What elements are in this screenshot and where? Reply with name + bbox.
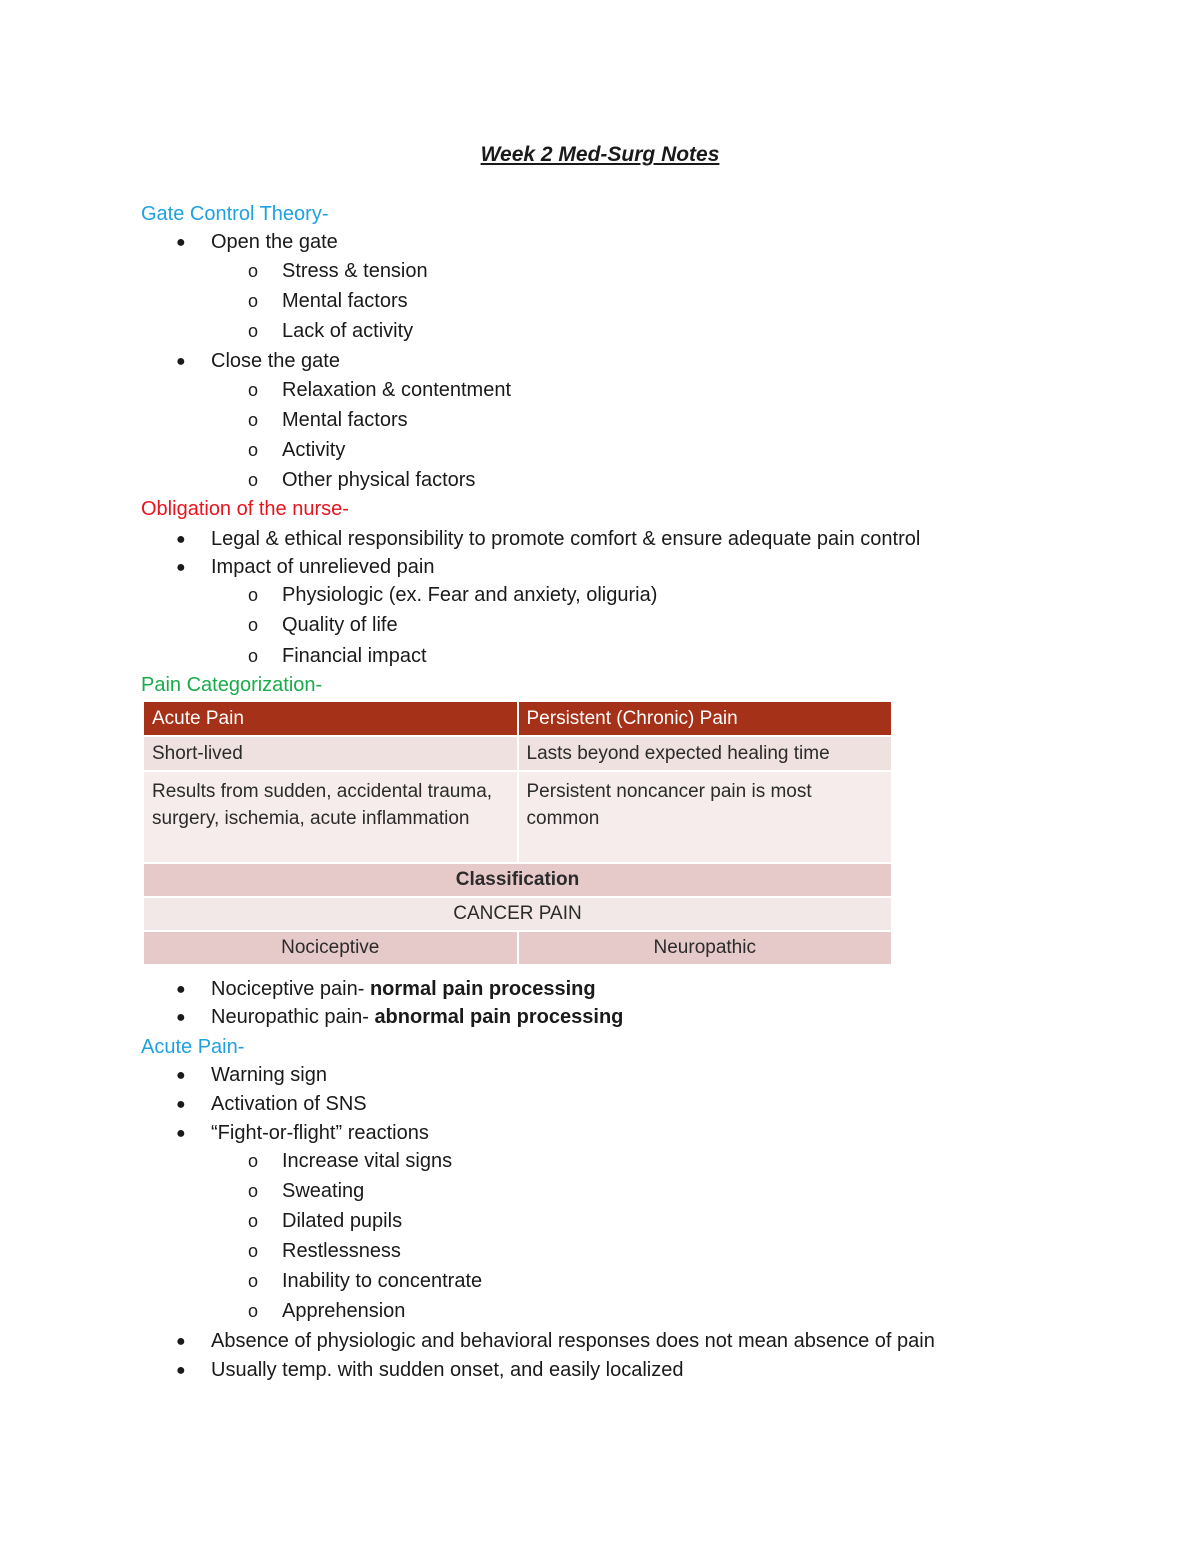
list-item bbox=[211, 978, 596, 1001]
sub-bullet: o bbox=[248, 1241, 259, 1261]
sub-list-item: Apprehension bbox=[282, 1300, 406, 1322]
header-persistent-pain: Persistent (Chronic) Pain bbox=[518, 701, 893, 736]
classification-cell: Classification bbox=[143, 863, 892, 897]
item-label: Nociceptive pain- bbox=[211, 978, 370, 1000]
sub-list-item: Relaxation & contentment bbox=[282, 379, 512, 401]
sub-bullet: o bbox=[248, 615, 259, 635]
sub-bullet: o bbox=[248, 646, 259, 666]
sub-list-item: Increase vital signs bbox=[282, 1150, 453, 1172]
pain-categorization-table bbox=[142, 700, 893, 966]
list-item: Open the gate bbox=[211, 231, 338, 253]
bullet: ● bbox=[176, 981, 186, 998]
sub-list-item: Activity bbox=[282, 439, 346, 461]
list-item: Impact of unrelieved pain bbox=[211, 556, 435, 578]
sub-bullet: o bbox=[248, 470, 259, 490]
sub-list-item: Mental factors bbox=[282, 290, 408, 312]
bullet: ● bbox=[176, 1125, 186, 1142]
sub-list-item: Other physical factors bbox=[282, 469, 476, 491]
sub-bullet: o bbox=[248, 1181, 259, 1201]
nociceptive-cell: Nociceptive bbox=[143, 931, 518, 965]
sub-list-item: Inability to concentrate bbox=[282, 1270, 483, 1292]
item-emphasis: abnormal pain processing bbox=[374, 1006, 624, 1028]
sub-bullet: o bbox=[248, 1211, 259, 1231]
sub-list-item: Financial impact bbox=[282, 645, 427, 667]
sub-bullet: o bbox=[248, 380, 259, 400]
sub-list-item: Physiologic (ex. Fear and anxiety, oliguria) bbox=[282, 584, 658, 606]
gate-control-heading: Gate Control Theory- bbox=[141, 203, 329, 225]
list-item: Close the gate bbox=[211, 350, 340, 372]
header-acute-pain: Acute Pain bbox=[143, 701, 518, 736]
pain-categorization-heading: Pain Categorization- bbox=[141, 674, 323, 696]
sub-bullet: o bbox=[248, 261, 259, 281]
list-item: Absence of physiologic and behavioral responses does not mean absence of pain bbox=[211, 1330, 935, 1352]
table-cell: Persistent noncancer pain is most common bbox=[518, 771, 893, 863]
table-cell: Short-lived bbox=[143, 736, 518, 771]
neuropathic-cell: Neuropathic bbox=[518, 931, 893, 965]
obligation-heading: Obligation of the nurse- bbox=[141, 498, 349, 520]
sub-bullet: o bbox=[248, 440, 259, 460]
bullet: ● bbox=[176, 234, 186, 251]
sub-list-item: Stress & tension bbox=[282, 260, 428, 282]
acute-pain-heading: Acute Pain- bbox=[141, 1036, 245, 1058]
sub-bullet: o bbox=[248, 1151, 259, 1171]
sub-bullet: o bbox=[248, 321, 259, 341]
page-title: Week 2 Med-Surg Notes bbox=[480, 143, 720, 166]
item-emphasis: normal pain processing bbox=[369, 978, 596, 1000]
table-row bbox=[143, 931, 892, 965]
sub-list-item: Quality of life bbox=[282, 614, 398, 636]
table-cell: Lasts beyond expected healing time bbox=[518, 736, 893, 771]
list-item: Legal & ethical responsibility to promote comfort & ensure adequate pain control bbox=[211, 528, 921, 550]
bullet: ● bbox=[176, 353, 186, 370]
table-row bbox=[143, 897, 892, 931]
table-row bbox=[143, 736, 892, 771]
table-cell: Results from sudden, accidental trauma, surgery, ischemia, acute inflammation bbox=[143, 771, 518, 863]
bullet: ● bbox=[176, 1362, 186, 1379]
list-item: Activation of SNS bbox=[211, 1093, 367, 1115]
list-item: “Fight-or-flight” reactions bbox=[211, 1122, 429, 1144]
sub-bullet: o bbox=[248, 1271, 259, 1291]
list-item: Warning sign bbox=[211, 1064, 327, 1086]
list-item bbox=[211, 1006, 623, 1029]
table-header-row bbox=[143, 701, 892, 736]
table-row bbox=[143, 771, 892, 863]
sub-bullet: o bbox=[248, 291, 259, 311]
cancer-pain-cell: CANCER PAIN bbox=[143, 897, 892, 931]
sub-list-item: Mental factors bbox=[282, 409, 408, 431]
sub-bullet: o bbox=[248, 410, 259, 430]
sub-bullet: o bbox=[248, 1301, 259, 1321]
item-label: Neuropathic pain- bbox=[211, 1006, 375, 1028]
sub-list-item: Sweating bbox=[282, 1180, 365, 1202]
bullet: ● bbox=[176, 1067, 186, 1084]
list-item: Usually temp. with sudden onset, and easily localized bbox=[211, 1359, 684, 1381]
sub-list-item: Lack of activity bbox=[282, 320, 414, 342]
sub-list-item: Restlessness bbox=[282, 1240, 401, 1262]
bullet: ● bbox=[176, 1009, 186, 1026]
table-row bbox=[143, 863, 892, 897]
sub-list-item: Dilated pupils bbox=[282, 1210, 403, 1232]
bullet: ● bbox=[176, 531, 186, 548]
sub-bullet: o bbox=[248, 585, 259, 605]
bullet: ● bbox=[176, 1096, 186, 1113]
bullet: ● bbox=[176, 1333, 186, 1350]
bullet: ● bbox=[176, 559, 186, 576]
